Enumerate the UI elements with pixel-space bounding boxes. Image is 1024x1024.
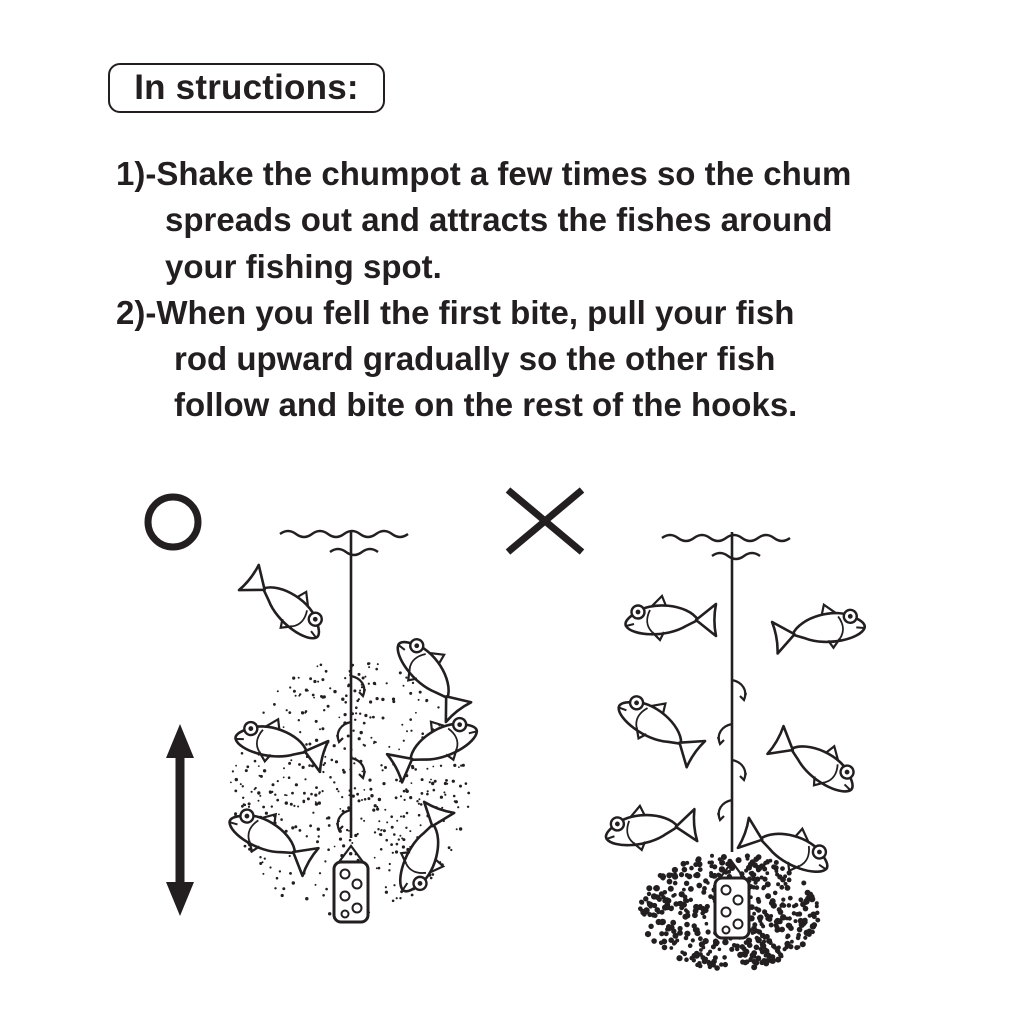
water-surface-right <box>662 535 790 559</box>
cross-incorrect-icon <box>508 490 582 552</box>
instructions-title: In structions: <box>134 68 359 107</box>
step2-line1: 2)-When you fell the first bite, pull your fish <box>116 294 795 331</box>
incorrect-diagram <box>508 490 867 971</box>
fish-group-right <box>604 596 868 883</box>
step1-line1: 1)-Shake the chumpot a few times so the chum <box>116 155 852 192</box>
step1-line2: spreads out and attracts the fishes around <box>165 201 833 238</box>
double-arrow-icon <box>166 724 194 916</box>
step1-line3: your fishing spot. <box>165 248 442 285</box>
step2-line3: follow and bite on the rest of the hooks. <box>174 386 798 423</box>
step2-line2: rod upward gradually so the other fish <box>174 340 776 377</box>
circle-correct-icon <box>148 497 198 547</box>
water-surface-left <box>280 531 408 555</box>
correct-diagram <box>148 497 484 922</box>
